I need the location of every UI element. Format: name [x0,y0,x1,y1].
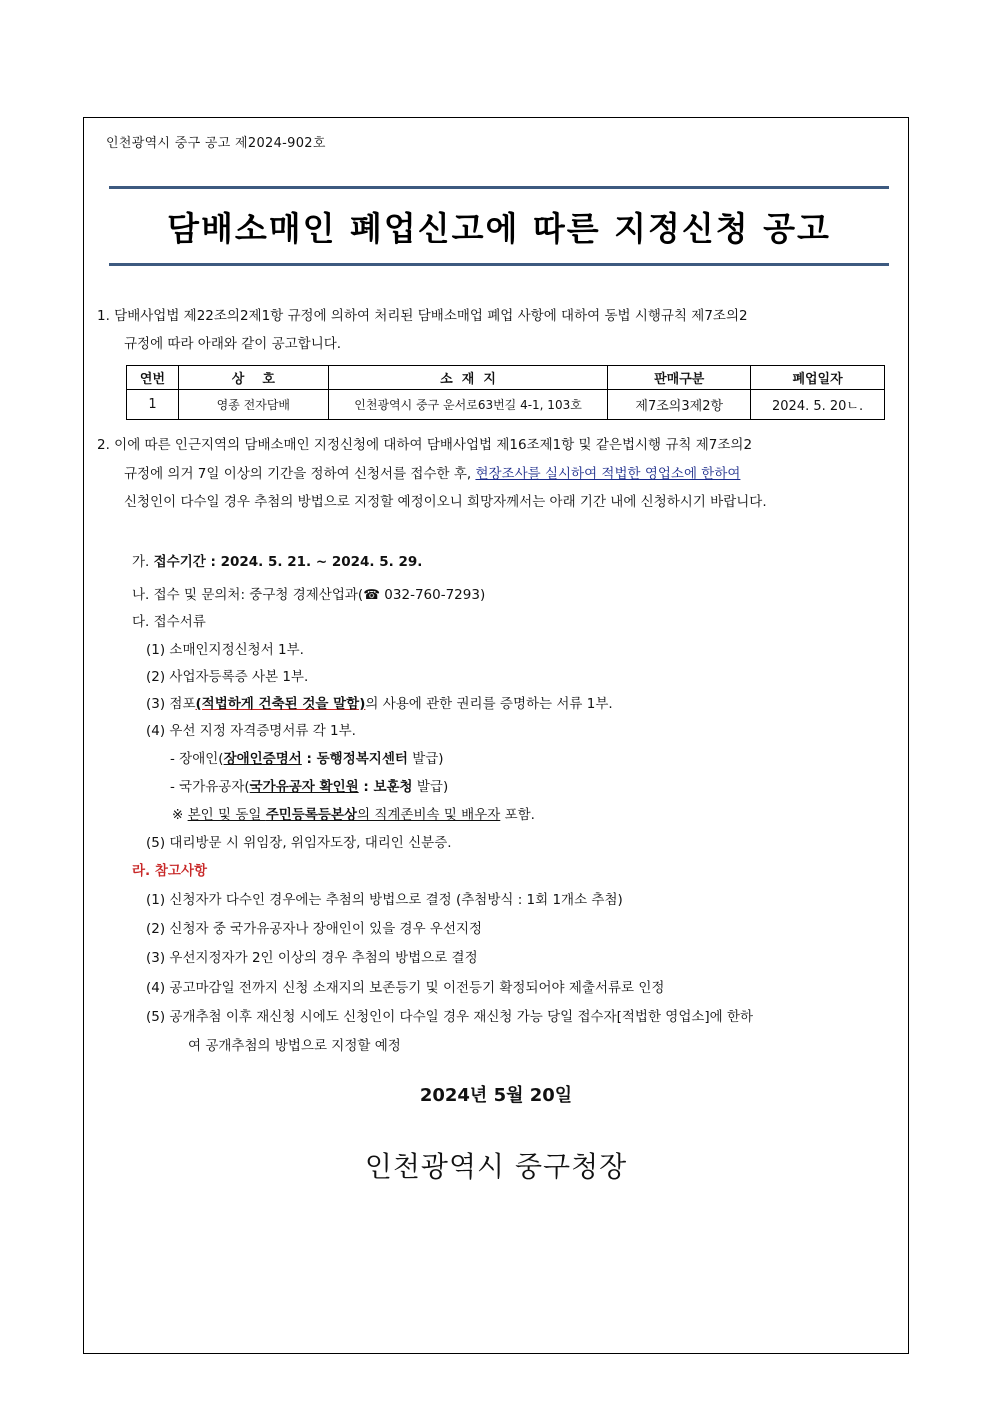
phone-icon: ☎ [363,587,381,603]
sub2-a: - 국가유공자( [170,779,250,795]
ref-item-4: (4) 공고마감일 전까지 신청 소재지의 보존등기 및 이전등기 확정되어야 제출서류로 인정 [146,980,665,996]
note-c: 주민등록등본상 [265,807,357,823]
col-header-name: 상 호 [178,366,328,390]
doc-item-3-a: (3) 점포 [146,696,196,712]
closure-table [126,365,885,420]
section1-line1: 1. 담배사업법 제22조의2제1항 규정에 의하여 처리된 담배소매업 폐업 사항에 대하여 동법 시행규칙 제7조의2 [97,308,748,324]
na-text-a: 나. 접수 및 문의처: 중구청 경제산업과( [132,587,364,603]
note-d: 의 직계존비속 및 배우자 [357,807,501,823]
contact-line [132,583,485,603]
cell-name: 영종 전자담배 [178,390,328,420]
section1-line2: 규정에 따라 아래와 같이 공고합니다. [124,336,342,352]
col-header-date: 폐업일자 [751,366,885,390]
ref-item-5-line2: 여 공개추첨의 방법으로 지정할 예정 [188,1038,401,1054]
doc-sub-veteran [170,775,448,795]
cell-address: 인천광역시 중구 운서로63번길 4-1, 103호 [328,390,608,420]
cell-date: 2024. 5. 20ㄴ. [751,390,885,420]
na-text-b: 032-760-7293) [380,587,486,603]
note-b: 본인 및 동일 [187,807,266,823]
doc-item-3 [146,692,613,712]
table-row [127,390,885,420]
section2-line1: 2. 이에 따른 인근지역의 담배소매인 지정신청에 대하여 담배사업법 제16조제1항 및 같은법시행 규칙 제7조의2 [97,437,753,453]
documents-heading: 다. 접수서류 [132,614,206,630]
sub2-d: 발급) [412,779,449,795]
doc-note [172,803,535,823]
ref-item-5-line1: (5) 공개추첨 이후 재신청 시에도 신청인이 다수일 경우 재신청 가능 당일 접수자[적법한 영업소]에 한하 [146,1009,754,1025]
sub1-c: : 동행정복지센터 [301,751,408,767]
doc-item-4: (4) 우선 지정 자격증명서류 각 1부. [146,723,356,739]
reference-heading: 라. 참고사항 [132,863,208,879]
table-header-row [127,366,885,390]
ga-text: 접수기간 : 2024. 5. 21. ~ 2024. 5. 29. [153,554,423,570]
onsite-inspection-note: 현장조사를 실시하여 적법한 영업소에 한하여 [475,466,741,482]
title-rule-bottom [109,263,889,266]
section2-line3: 신청인이 다수일 경우 추첨의 방법으로 지정할 예정이오니 희망자께서는 아래 기간 내에 신청하시기 바랍니다. [124,494,767,510]
doc-item-5: (5) 대리방문 시 위임장, 위임자도장, 대리인 신분증. [146,835,452,851]
sub2-c: : 보훈청 [358,779,413,795]
col-header-type: 판매구분 [608,366,751,390]
title-rule-top [109,186,889,189]
section2-line2 [124,460,740,488]
signer: 인천광역시 중구청장 [364,1150,628,1183]
section2-line2-text: 규정에 의거 7일 이상의 기간을 정하여 신청서를 접수한 후, [124,466,476,482]
sub1-b: 장애인증명서 [223,751,302,767]
sub2-b: 국가유공자 확인원 [249,779,359,795]
ref-item-3: (3) 우선지정자가 2인 이상의 경우 추첨의 방법으로 결정 [146,950,478,966]
cell-no: 1 [127,390,179,420]
page-title: 담배소매인 폐업신고에 따른 지정신청 공고 [167,209,831,248]
reception-period [132,550,422,570]
notice-number: 인천광역시 중구 공고 제2024-902호 [106,136,326,151]
doc-item-3-emphasis: (적법하게 건축된 것을 말함) [195,696,366,712]
sub1-a: - 장애인( [170,751,224,767]
doc-item-2: (2) 사업자등록증 사본 1부. [146,669,309,685]
ref-item-2: (2) 신청자 중 국가유공자나 장애인이 있을 경우 우선지정 [146,921,483,937]
doc-item-1: (1) 소매인지정신청서 1부. [146,642,304,658]
doc-sub-disabled [170,747,444,767]
ref-item-1: (1) 신청자가 다수인 경우에는 추첨의 방법으로 결정 (추첨방식 : 1회 1개소 추첨) [146,892,623,908]
cell-type: 제7조의3제2항 [608,390,751,420]
notice-date: 2024년 5월 20일 [419,1085,573,1106]
ga-prefix: 가. [132,554,154,570]
sub1-d: 발급) [407,751,444,767]
doc-item-3-c: 의 사용에 관한 권리를 증명하는 서류 1부. [365,696,613,712]
note-e: 포함. [500,807,535,823]
col-header-address: 소 재 지 [328,366,608,390]
note-a: ※ [172,807,188,823]
col-header-no: 연번 [127,366,179,390]
